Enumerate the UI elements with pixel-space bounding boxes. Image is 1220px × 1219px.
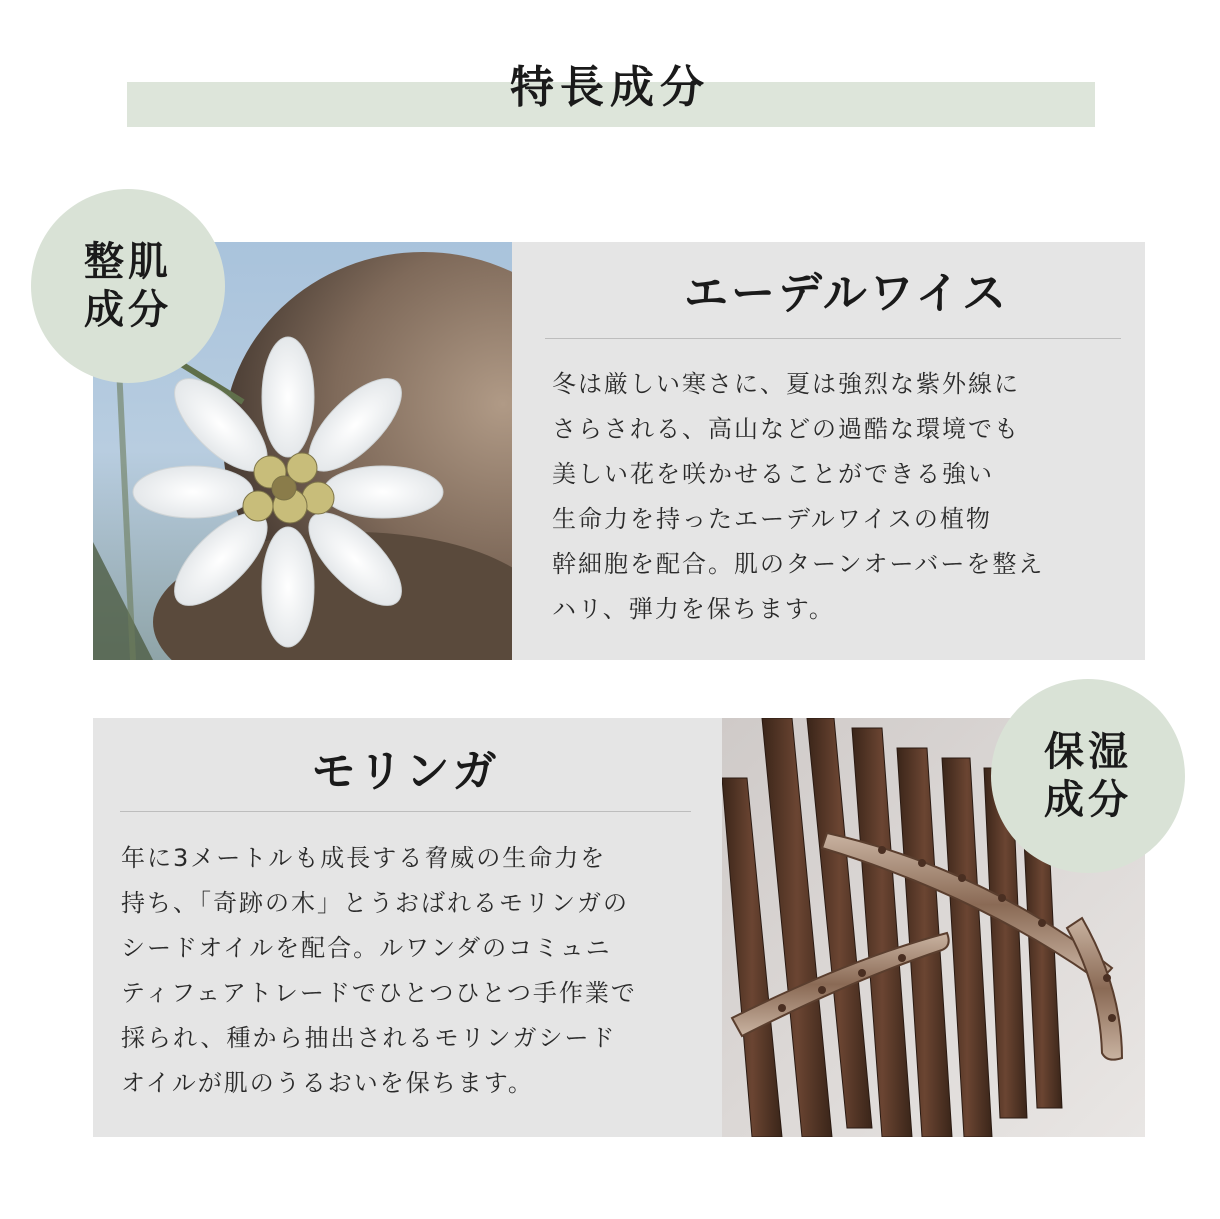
badge-line: 成分 [1044,777,1132,823]
badge-line: 成分 [84,287,172,333]
description-line: 生命力を持ったエーデルワイスの植物 [552,505,992,533]
badge-moisturizing [991,679,1185,873]
description-line: さらされる、高山などの過酷な環境でも [552,415,1020,443]
description-line: ハリ、弾力を保ちます。 [552,595,835,623]
page-title: 特長成分 [510,62,710,113]
ingredient-name-moringa: モリンガ [311,746,500,797]
description-line: 年に3メートルも成長する脅威の生命力を [121,844,607,872]
ingredient-name-edelweiss: エーデルワイス [683,268,1010,319]
description-line: 採られ、種から抽出されるモリンガシード [121,1024,617,1052]
description-line: 幹細胞を配合。肌のターンオーバーを整え [552,550,1045,578]
description-line: 持ち、「奇跡の木」とうおばれるモリンガの [121,889,629,917]
description-line: 冬は厳しい寒さに、夏は強烈な紫外線に [552,370,1020,398]
badge-line: 保湿 [1044,729,1132,775]
badge-line: 整肌 [84,239,172,285]
description-line: シードオイルを配合。ルワンダのコミュニ [121,934,612,962]
ingredient-description-edelweiss [552,362,1044,632]
description-line: 美しい花を咲かせることができる強い [552,460,994,488]
badge-skin-conditioning [31,189,225,383]
divider [120,811,691,812]
divider [545,338,1121,339]
description-line: オイルが肌のうるおいを保ちます。 [121,1069,534,1097]
description-line: ティフェアトレードでひとつひとつ手作業で [121,979,637,1007]
ingredient-description-moringa [121,836,637,1106]
